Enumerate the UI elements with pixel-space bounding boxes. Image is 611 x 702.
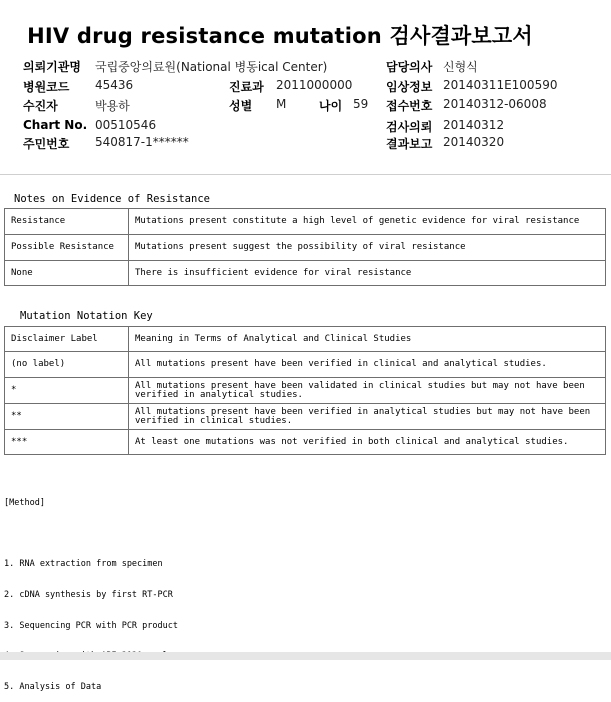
notation-label-two-star: **	[5, 404, 129, 430]
evidence-text-resistance: Mutations present constitute a high level of genetic evidence for viral resistance	[129, 209, 606, 235]
method-step: 2. cDNA synthesis by first RT-PCR	[4, 590, 173, 601]
report-value: 20140320	[443, 135, 505, 149]
notation-text-none: All mutations present have been verified in clinical and analytical studies.	[129, 352, 606, 378]
notation-header-label: Disclaimer Label	[5, 327, 129, 352]
notation-text-two-star: All mutations present have been verified in analytical studies but may not have been verified in clinical studies.	[129, 404, 606, 430]
notation-header-text: Meaning in Terms of Analytical and Clinical Studies	[129, 327, 606, 352]
report-title: HIV drug resistance mutation 검사결과보고서	[27, 24, 533, 48]
evidence-text-none: There is insufficient evidence for viral resistance	[129, 261, 606, 286]
evidence-heading: Notes on Evidence of Resistance	[14, 193, 210, 205]
evidence-label-none: None	[5, 261, 129, 286]
method-section	[4, 478, 188, 702]
evidence-label-resistance: Resistance	[5, 209, 129, 235]
evidence-table	[4, 208, 606, 286]
table-row	[5, 404, 606, 430]
chart-value: 00510546	[95, 118, 157, 132]
table-row	[5, 235, 606, 261]
method-step: 3. Sequencing PCR with PCR product	[4, 620, 178, 631]
request-label: 검사의뢰	[386, 120, 433, 134]
rrn-label: 주민번호	[23, 137, 70, 151]
patient-label: 수진자	[23, 99, 58, 113]
notation-text-three-star: At least one mutations was not verified in both clinical and analytical studies.	[129, 430, 606, 455]
institution-value: 국립중앙의료원(National 병동ical Center)	[95, 60, 328, 74]
divider	[0, 174, 611, 175]
notation-label-none: (no label)	[5, 352, 129, 378]
table-header-row	[5, 327, 606, 352]
clinical-label: 임상정보	[386, 80, 433, 94]
hospital-code-label: 병원코드	[23, 80, 70, 94]
page-bottom-edge	[0, 652, 611, 660]
notation-table	[4, 326, 606, 455]
sex-label: 성별	[229, 99, 253, 113]
report-label: 결과보고	[386, 137, 433, 151]
table-row	[5, 430, 606, 455]
notation-label-three-star: ***	[5, 430, 129, 455]
request-value: 20140312	[443, 118, 505, 132]
sex-value: M	[276, 97, 287, 111]
method-step: 1. RNA extraction from specimen	[4, 559, 163, 570]
doctor-value: 신형식	[443, 60, 478, 74]
table-row	[5, 378, 606, 404]
clinical-value: 20140311E100590	[443, 78, 558, 92]
receipt-value: 20140312-06008	[443, 97, 547, 111]
rrn-value: 540817-1******	[95, 135, 189, 149]
table-row	[5, 261, 606, 286]
dept-label: 진료과	[229, 80, 264, 94]
notation-text-one-star: All mutations present have been validated in clinical studies but may not have been verified in analytical studies.	[129, 378, 606, 404]
age-value: 59	[353, 97, 369, 111]
receipt-label: 접수번호	[386, 99, 433, 113]
institution-label: 의뢰기관명	[23, 60, 81, 74]
patient-value: 박용하	[95, 99, 130, 113]
evidence-text-possible: Mutations present suggest the possibility of viral resistance	[129, 235, 606, 261]
dept-value: 2011000000	[276, 78, 353, 92]
table-row	[5, 352, 606, 378]
method-step: 5. Analysis of Data	[4, 681, 102, 692]
doctor-label: 담당의사	[386, 60, 433, 74]
notation-heading: Mutation Notation Key	[20, 310, 153, 322]
method-heading: [Method]	[4, 498, 45, 509]
evidence-label-possible: Possible Resistance	[5, 235, 129, 261]
table-row	[5, 209, 606, 235]
notation-label-one-star: *	[5, 378, 129, 404]
chart-label: Chart No.	[23, 118, 88, 132]
age-label: 나이	[319, 99, 343, 113]
hospital-code-value: 45436	[95, 78, 134, 92]
